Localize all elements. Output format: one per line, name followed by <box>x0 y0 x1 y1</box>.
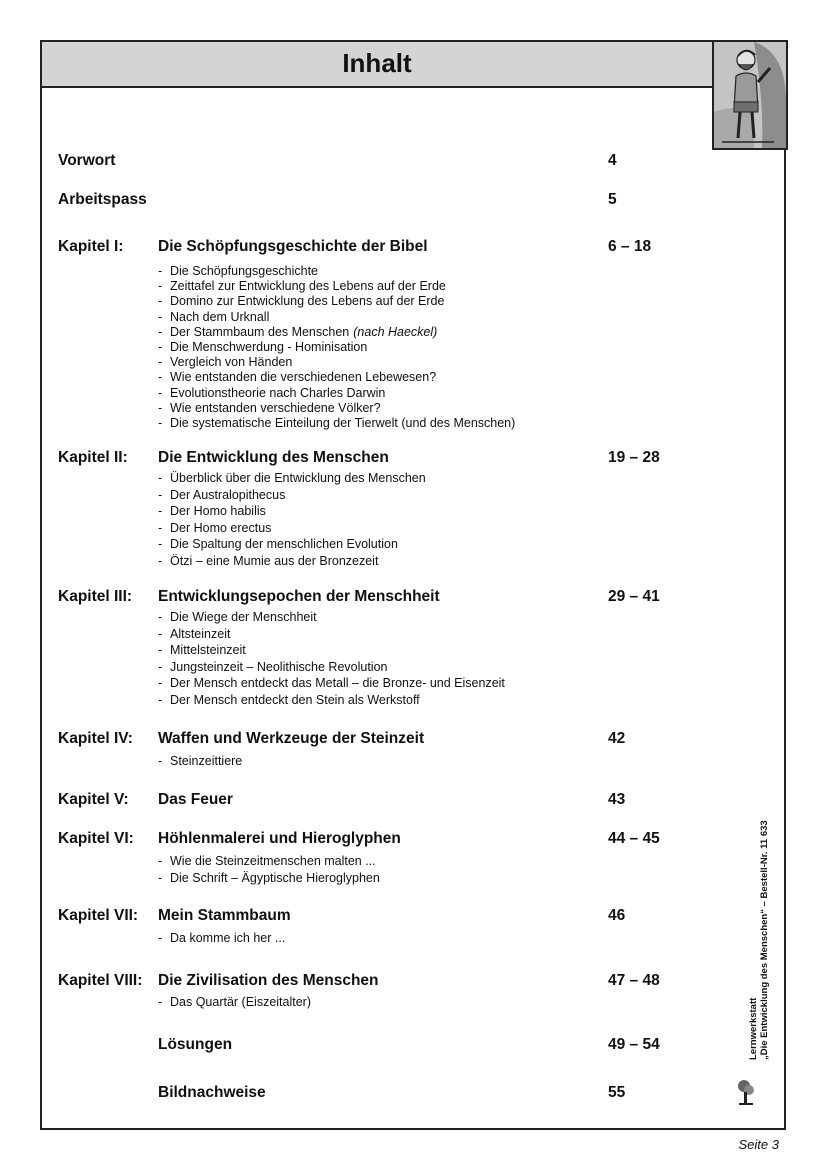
toc-subsection-text: Die Wiege der Menschheit <box>170 610 317 624</box>
toc-subsection: - Nach dem Urknall <box>158 309 270 324</box>
toc-subsection-list <box>158 470 426 570</box>
toc-chapter-label: Kapitel III: <box>58 588 133 605</box>
toc-subsection-list <box>158 853 380 887</box>
page-title: Inhalt <box>342 48 412 78</box>
toc-chapter-label: Kapitel VI: <box>58 830 134 847</box>
toc-subsection-text: Evolutionstheorie nach Charles Darwin <box>170 385 386 400</box>
toc-subsection-text: Jungsteinzeit – Neolithische Revolution <box>170 659 388 674</box>
toc-subsection: - Die Menschwerdung - Hominisation <box>158 340 368 355</box>
side-line-1: Lernwerkstatt <box>748 997 759 1060</box>
toc-page-range: 49 – 54 <box>608 1036 660 1053</box>
toc-chapter-title: Entwicklungsepochen der Menschheit <box>158 588 440 605</box>
toc-subsection-text: Steinzeittiere <box>170 754 243 768</box>
toc-chapter-label: Kapitel VII: <box>58 907 139 924</box>
toc-subsection-list <box>158 264 515 431</box>
toc-page-range: 5 <box>608 191 617 208</box>
toc-subsection-text: Der Stammbaum des Menschen <box>170 324 350 339</box>
toc-subsection: - Zeittafel zur Entwicklung des Lebens auf der Erde <box>158 279 446 294</box>
toc-subsection-text: Der Australopithecus <box>170 487 286 502</box>
toc-chapter-label: Kapitel II: <box>58 449 128 466</box>
toc-subsection: - Wie die Steinzeitmenschen malten ... <box>158 854 376 868</box>
title-bar <box>42 42 712 88</box>
toc-subsection: - Altsteinzeit <box>158 626 231 641</box>
toc-subsection: - Vergleich von Händen <box>158 355 293 370</box>
toc-page-range: 55 <box>608 1084 626 1101</box>
toc-subsection-text: Die Menschwerdung - Hominisation <box>170 340 368 355</box>
toc-page-range: 19 – 28 <box>608 449 660 466</box>
toc-subsection: - Steinzeittiere <box>158 754 243 768</box>
toc-subsection-text: Der Mensch entdeckt den Stein als Werkstoff <box>170 692 420 707</box>
toc-chapter-label: Kapitel IV: <box>58 730 133 747</box>
toc-subsection: - Die Spaltung der menschlichen Evolution <box>158 537 398 552</box>
toc-subsection: - Der Australopithecus <box>158 487 286 502</box>
toc-subsection: - Domino zur Entwicklung des Lebens auf der Erde <box>158 294 445 309</box>
toc-subsection-text: Das Quartär (Eiszeitalter) <box>170 995 312 1009</box>
toc-chapter-title: Mein Stammbaum <box>158 907 291 924</box>
toc-page-range: 29 – 41 <box>608 588 660 605</box>
toc-subsection-text: Ötzi – eine Mumie aus der Bronzezeit <box>170 553 379 568</box>
page-number: Seite 3 <box>738 1137 779 1152</box>
toc-chapter-label: Vorwort <box>58 152 116 169</box>
toc-page-range: 43 <box>608 791 626 808</box>
toc-subsection-text: Wie die Steinzeitmenschen malten ... <box>170 854 376 868</box>
toc-subsection: - Das Quartär (Eiszeitalter) <box>158 995 312 1009</box>
toc-chapter-title: Die Entwicklung des Menschen <box>158 449 389 466</box>
toc-subsection: - Jungsteinzeit – Neolithische Revolution <box>158 659 388 674</box>
toc-chapter-title: Die Zivilisation des Menschen <box>158 972 379 989</box>
toc-subsection: - Der Homo habilis <box>158 504 266 519</box>
toc-page-range: 47 – 48 <box>608 972 660 989</box>
toc-chapter-label: Arbeitspass <box>58 191 147 208</box>
toc-chapter-title: Die Schöpfungsgeschichte der Bibel <box>158 238 428 255</box>
toc-subsection: - Der Stammbaum des Menschen (nach Haeckel) <box>158 324 438 339</box>
toc-subsection-text: Nach dem Urknall <box>170 309 270 324</box>
caveman-illustration <box>712 40 788 150</box>
toc-subsection: - Die Schrift – Ägyptische Hieroglyphen <box>158 871 380 885</box>
toc-subsection-text: Die systematische Einteilung der Tierwelt (und des Menschen) <box>170 416 516 431</box>
toc-chapter-title: Bildnachweise <box>158 1084 266 1101</box>
toc-subsection-text: Wie entstanden die verschiedenen Lebewesen? <box>170 370 437 385</box>
toc-page-range: 46 <box>608 907 626 924</box>
toc-page-range: 4 <box>608 152 617 169</box>
toc-subsection-text: Da komme ich her ... <box>170 931 286 945</box>
toc-subsection: - Mittelsteinzeit <box>158 643 246 658</box>
toc-subsection-text: Der Homo habilis <box>170 504 266 519</box>
toc-chapter-title: Waffen und Werkzeuge der Steinzeit <box>158 730 425 747</box>
toc-subsection: - Wie entstanden verschiedene Völker? <box>158 400 381 415</box>
toc-subsection-text: Mittelsteinzeit <box>170 643 246 658</box>
toc-subsection: - Die Schöpfungsgeschichte <box>158 264 319 278</box>
publisher-logo <box>735 1076 757 1106</box>
toc-subsection-text: Domino zur Entwicklung des Lebens auf der Erde <box>170 294 445 309</box>
toc-subsection: - Ötzi – eine Mumie aus der Bronzezeit <box>158 553 379 568</box>
toc-chapter-title: Das Feuer <box>158 791 233 808</box>
toc-subsection-text: Der Homo erectus <box>170 520 272 535</box>
toc-subsection-list <box>158 609 505 709</box>
toc-page-range: 42 <box>608 730 626 747</box>
toc-subsection-list <box>158 994 311 1010</box>
toc-subsection: - Evolutionstheorie nach Charles Darwin <box>158 385 386 400</box>
toc-subsection-text: Überblick über die Entwicklung des Menschen <box>170 471 426 485</box>
toc-chapter-label: Kapitel I: <box>58 238 124 255</box>
side-line-2: „Die Entwicklung des Menschen“ – Bestell-Nr. 11 633 <box>759 820 770 1060</box>
toc-subsection: - Überblick über die Entwicklung des Menschen <box>158 471 426 485</box>
toc-page-range: 44 – 45 <box>608 830 660 847</box>
toc-subsection: - Wie entstanden die verschiedenen Lebewesen? <box>158 370 437 385</box>
toc-subsection: - Die Wiege der Menschheit <box>158 610 317 624</box>
toc-subsection-text: Altsteinzeit <box>170 626 231 641</box>
toc-subsection-text: Wie entstanden verschiedene Völker? <box>170 400 381 415</box>
toc-chapter-title: Lösungen <box>158 1036 233 1053</box>
toc-subsection: - Der Homo erectus <box>158 520 272 535</box>
toc-subsection-note: (nach Haeckel) <box>353 324 438 339</box>
toc-chapter-label: Kapitel V: <box>58 791 129 808</box>
toc-subsection-text: Die Schöpfungsgeschichte <box>170 264 319 278</box>
toc-chapter-title: Höhlenmalerei und Hieroglyphen <box>158 830 401 847</box>
toc-subsection-text: Vergleich von Händen <box>170 355 293 370</box>
publisher-sidebar <box>748 760 770 1060</box>
toc-subsection: - Der Mensch entdeckt das Metall – die Bronze- und Eisenzeit <box>158 676 505 691</box>
toc-subsection-text: Die Schrift – Ägyptische Hieroglyphen <box>170 871 380 885</box>
toc-page-range: 6 – 18 <box>608 238 652 255</box>
toc-subsection: - Da komme ich her ... <box>158 931 286 945</box>
toc-subsection-text: Die Spaltung der menschlichen Evolution <box>170 537 398 552</box>
toc-subsection-list <box>158 753 242 769</box>
toc-subsection-text: Zeittafel zur Entwicklung des Lebens auf der Erde <box>170 279 446 294</box>
toc-chapter-label: Kapitel VIII: <box>58 972 143 989</box>
page-frame <box>40 40 786 1130</box>
toc-subsection: - Die systematische Einteilung der Tierwelt (und des Menschen) <box>158 416 516 431</box>
toc-subsection-list <box>158 930 285 946</box>
toc-subsection-text: Der Mensch entdeckt das Metall – die Bronze- und Eisenzeit <box>170 676 505 691</box>
toc-subsection: - Der Mensch entdeckt den Stein als Werkstoff <box>158 692 420 707</box>
